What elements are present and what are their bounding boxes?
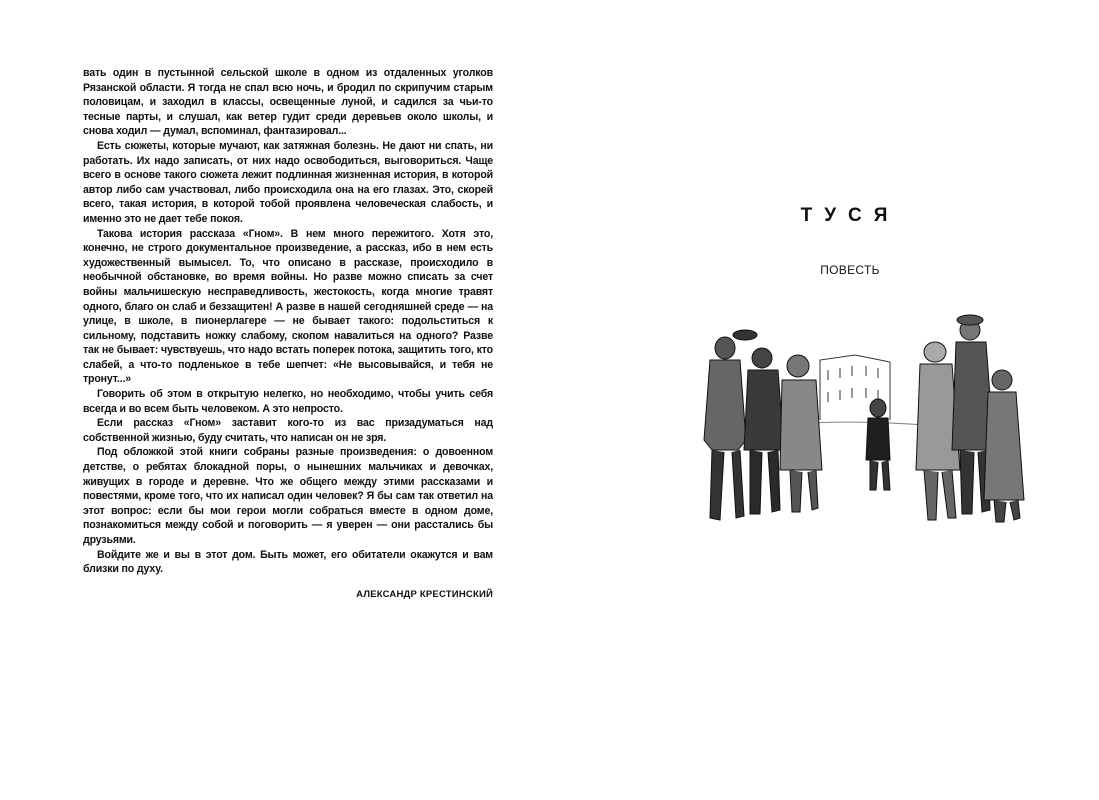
paragraph: Такова история рассказа «Гном». В нем много пережитого. Хотя это, конечно, не строго документальное произведение, а рассказ, ибо в нем есть художественный вымысел. То, что описано в рассказе, происходило в необычной обстановке, во время войны. Но разве можно списать за счет войны мальчишескую несправедливость, жестокость, когда многие травят одного, благо он слаб и беззащитен! А разве в нашей сегодняшней среде — на улице, в школе, в пионерлагере — не бывает такого: подольститься к сильному, подставить ножку слабому, скопом навалиться на одного? Разве так не бывает: чувствуешь, что надо встать поперек потока, защитить того, кто слабей, а что-то подленькое в тебе шепчет: «Не высовывайся, и тебя не тронут...» [83,227,493,386]
genre-label: ПОВЕСТЬ [820,263,880,277]
paragraph: вать один в пустынной сельской школе в одном из отдаленных уголков Рязанской области. Я тогда не спал всю ночь, и бродил по скрипучим старым половицам, и заходил в классы, освещенные луной, и садился за чьи-то тесные парты, и слушал, как ветер гудит среди деревьев около школы, и снова ходил — думал, вспоминал, фантазировал... [83,67,493,138]
paragraph: Есть сюжеты, которые мучают, как затяжная болезнь. Не дают ни спать, ни работать. Их надо записать, от них надо освободиться, выговориться. Чаще всего в основе такого сюжета лежит подлинная жизненная история, в которой автор либо сам участвовал, либо происходила она на его глазах. Это, скорей всего, такая история, в которой тобой проявлена человеческая слабость, и именно это не дает тебе покоя. [83,139,493,225]
story-title: ТУСЯ [800,205,900,226]
paragraph: Если рассказ «Гном» заставит кого-то из вас призадуматься над собственной жизнью, буду считать, что написан он не зря. [83,417,493,444]
paragraph: Под обложкой этой книги собраны разные произведения: о довоенном детстве, о ребятах блокадной поры, о нынешних мальчиках и девочках, живущих в городе и деревне. Что же общего между этими рассказами и повестями, кроме того, что их написал один человек? Я бы сам так ответил на этот вопрос: если бы мои герои могли собраться вместе в одном доме, познакомиться между собой и поговорить — я уверен — они расстались бы друзьями. [83,446,493,546]
paragraph: Войдите же и вы в этот дом. Быть может, его обитатели окажутся и вам близки по духу. [83,548,493,576]
paragraph: Говорить об этом в открытую нелегко, но необходимо, чтобы учить себя всегда и во всем быть человеком. А это непросто. [83,388,493,415]
foreword-page [83,66,493,600]
title-page [640,0,1060,800]
street-scene-illustration [680,300,1040,540]
author-signature: АЛЕКСАНДР КРЕСТИНСКИЙ [356,588,493,600]
